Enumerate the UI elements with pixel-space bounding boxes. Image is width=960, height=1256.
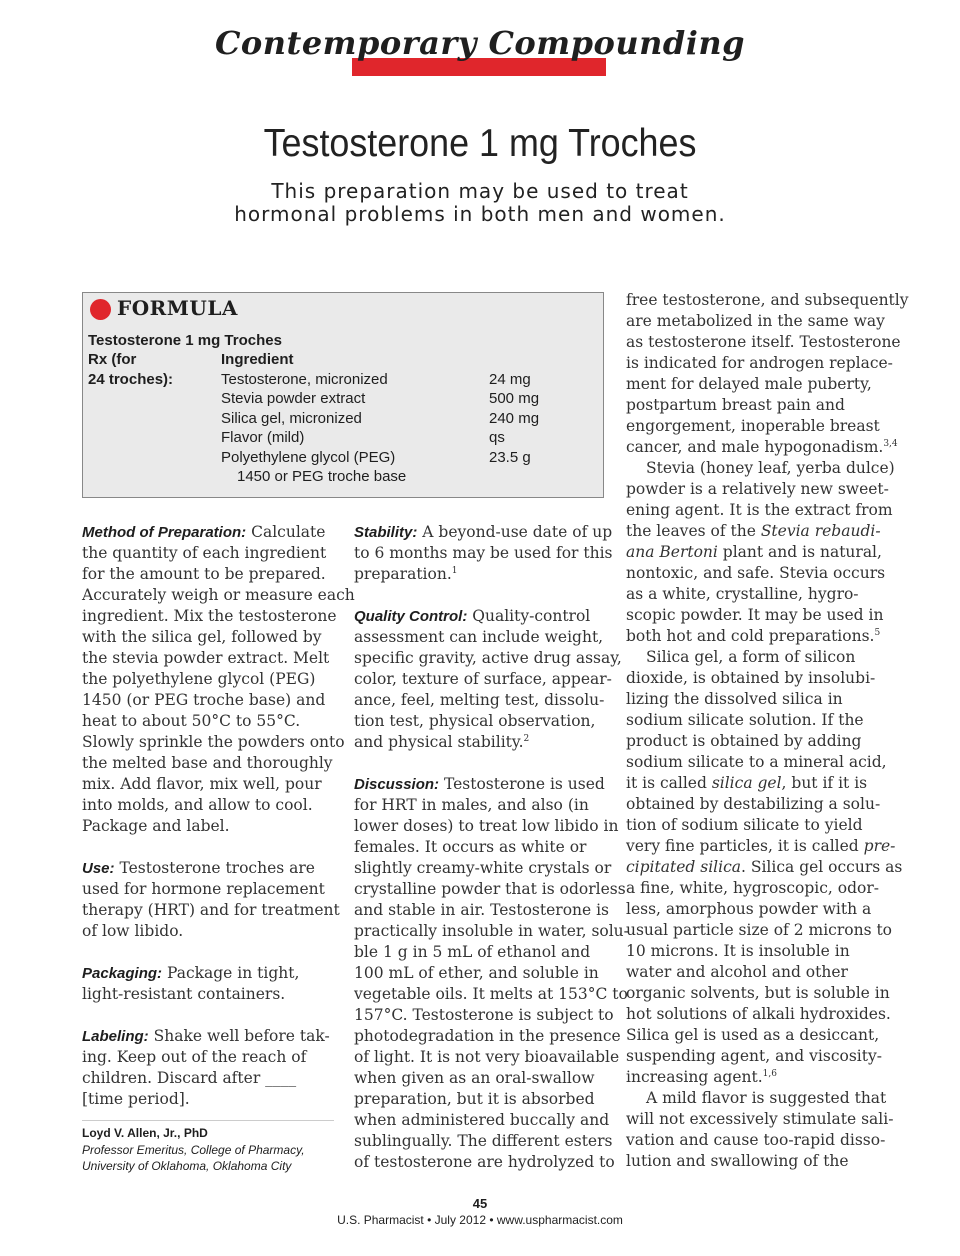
text-line: the stevia powder extract. Melt [82, 649, 330, 667]
text-line: females. It occurs as white or [354, 838, 587, 856]
use-paragraph [82, 858, 342, 942]
text-line [626, 857, 903, 878]
text-line: crystalline powder that is odorless [354, 880, 626, 898]
text-line: slightly creamy-white crystals or [354, 859, 612, 877]
text-line: tion of sodium silicate to yield [626, 816, 863, 834]
text-line: Package and label. [82, 817, 230, 835]
text-line: powder is a relatively new sweet- [626, 480, 889, 498]
text-line: for the amount to be prepared. [82, 565, 326, 583]
text-span: Package in tight, [166, 964, 300, 982]
ingredient-name: Polyethylene glycol (PEG) [221, 449, 396, 466]
text-line: sublingually. The different esters [354, 1132, 613, 1150]
labeling-label: Labeling: [82, 1028, 149, 1045]
text-line: children. Discard after ____ [82, 1069, 297, 1087]
text-line: of low libido. [82, 922, 184, 940]
italic-span: cipitated silica [626, 858, 741, 876]
author-affiliation: University of Oklahoma, Oklahoma City [82, 1159, 292, 1173]
text-span: Shake well before tak- [153, 1027, 330, 1045]
text-line [354, 732, 614, 753]
text-line: mix. Add flavor, mix well, pour [82, 775, 322, 793]
text-span: increasing agent. [626, 1068, 763, 1086]
text-line: 157°C. Testosterone is subject to [354, 1006, 614, 1024]
column-2 [354, 522, 629, 1194]
ingredient-name: Silica gel, micronized [221, 410, 362, 427]
text-line: therapy (HRT) and for treatment [82, 901, 340, 919]
quality-control-label: Quality Control: [354, 608, 468, 625]
text-line: ingredient. Mix the testosterone [82, 607, 337, 625]
text-line: water and alcohol and other [626, 963, 848, 981]
text-line [82, 963, 342, 984]
text-line: ance, feel, melting test, dissolu- [354, 691, 605, 709]
reference-superscript: 5 [874, 627, 881, 638]
column-1 [82, 522, 355, 1131]
text-line: [time period]. [82, 1090, 190, 1108]
italic-span: ana Bertoni [626, 543, 718, 561]
text-line: tion test, physical observation, [354, 712, 596, 730]
text-span: A beyond-use date of up [422, 523, 613, 541]
use-label: Use: [82, 860, 115, 877]
text-line: usual particle size of 2 microns to [626, 921, 893, 939]
text-line: sodium silicate solution. If the [626, 711, 864, 729]
text-line [626, 437, 898, 458]
text-span: preparation. [354, 565, 452, 583]
discussion-label: Discussion: [354, 776, 440, 793]
text-line [82, 522, 342, 543]
page-number: 45 [472, 1196, 488, 1211]
stability-paragraph [354, 522, 614, 585]
text-line: into molds, and allow to cool. [82, 796, 313, 814]
text-line [354, 522, 614, 543]
text-line: the melted base and thoroughly [82, 754, 333, 772]
text-line: suspending agent, and viscosity- [626, 1047, 882, 1065]
text-line: ble 1 g in 5 mL of ethanol and [354, 943, 591, 961]
page-title: Testosterone 1 mg Troches [263, 122, 697, 165]
text-line: assessment can include weight, [354, 628, 604, 646]
packaging-label: Packaging: [82, 965, 163, 982]
page-subtitle [0, 180, 960, 226]
text-span: it is called [626, 774, 712, 792]
text-line: photodegradation in the presence [354, 1027, 621, 1045]
text-line: used for hormone replacement [82, 880, 325, 898]
text-line: scopic powder. It may be used in [626, 606, 884, 624]
text-line [626, 1067, 886, 1088]
text-line [354, 564, 614, 585]
method-paragraph [82, 522, 355, 837]
text-span: both hot and cold preparations. [626, 627, 875, 645]
text-line: less, amorphous powder with a [626, 900, 872, 918]
text-line: sodium silicate to a mineral acid, [626, 753, 887, 771]
para-silica-gel [626, 647, 903, 1088]
ingredient-amount: qs [489, 429, 505, 446]
text-line: free testosterone, and subsequently [626, 291, 909, 309]
text-line [354, 774, 614, 795]
reference-superscript: 2 [523, 733, 530, 744]
text-line: for HRT in males, and also (in [354, 796, 589, 814]
text-span: . Silica gel occurs as [741, 858, 903, 876]
column-3 [626, 290, 909, 1172]
text-line [626, 521, 886, 542]
formula-name: Testosterone 1 mg Troches [88, 332, 282, 349]
text-line [626, 836, 896, 857]
text-line: engorgement, inoperable breast [626, 417, 880, 435]
text-line: is indicated for androgen replace- [626, 354, 893, 372]
text-line: A mild flavor is suggested that [646, 1089, 887, 1107]
labeling-paragraph [82, 1026, 342, 1110]
text-span: Testosterone is used [443, 775, 605, 793]
text-line: as a white, crystalline, hygro- [626, 585, 859, 603]
text-line: heat to about 50°C to 55°C. [82, 712, 301, 730]
text-line [82, 858, 342, 879]
text-line: Silica gel is used as a desiccant, [626, 1026, 880, 1044]
text-line: with the silica gel, followed by [82, 628, 322, 646]
text-line: Silica gel, a form of silicon [646, 648, 856, 666]
text-line: nontoxic, and safe. Stevia occurs [626, 564, 886, 582]
text-line: dioxide, is obtained by insolubi- [626, 669, 876, 687]
text-span: very fine particles, it is called [626, 837, 864, 855]
ingredient-name: Stevia powder extract [221, 390, 366, 407]
ingredient-name: Testosterone, micronized [221, 371, 388, 388]
ingredient-amount: 24 mg [489, 371, 531, 388]
subtitle-line: hormonal problems in both men and women. [234, 202, 726, 226]
text-span: Testosterone troches are [119, 859, 315, 877]
text-line: vegetable oils. It melts at 153°C to [354, 985, 628, 1003]
text-line [82, 1026, 342, 1047]
text-line: organic solvents, but is soluble in [626, 984, 890, 1002]
text-line: specific gravity, active drug assay, [354, 649, 622, 667]
text-line: preparation, but it is absorbed [354, 1090, 595, 1108]
text-line: postpartum breast pain and [626, 396, 845, 414]
text-line: obtained by destabilizing a solu- [626, 795, 881, 813]
text-line: Slowly sprinkle the powders onto [82, 733, 345, 751]
text-line: color, texture of surface, appear- [354, 670, 612, 688]
ingredient-amount: 500 mg [489, 390, 540, 407]
discussion-paragraph [354, 774, 629, 1173]
ingredient-continuation: 1450 or PEG troche base [237, 468, 407, 485]
text-line: hot solutions of alkali hydroxides. [626, 1005, 891, 1023]
italic-span: silica gel [711, 774, 782, 792]
text-span: plant and is natural, [717, 543, 882, 561]
text-line: when administered buccally and [354, 1111, 610, 1129]
text-line: 100 mL of ether, and soluble in [354, 964, 599, 982]
text-span: and physical stability. [354, 733, 524, 751]
text-span: cancer, and male hypogonadism. [626, 438, 884, 456]
text-line [626, 773, 886, 794]
text-line: of testosterone are hydrolyzed to [354, 1153, 615, 1171]
text-line: light-resistant containers. [82, 985, 286, 1003]
text-line: and stable in air. Testosterone is [354, 901, 610, 919]
rx-label: 24 troches): [88, 371, 174, 388]
text-line: ment for delayed male puberty, [626, 375, 872, 393]
italic-span: Stevia rebaudi- [760, 522, 881, 540]
text-line: product is obtained by adding [626, 732, 862, 750]
text-line: to 6 months may be used for this [354, 544, 613, 562]
text-line: Stevia (honey leaf, yerba dulce) [646, 459, 895, 477]
text-line: when given as an oral-swallow [354, 1069, 595, 1087]
text-line: the quantity of each ingredient [82, 544, 327, 562]
para-testosterone-indications [626, 290, 909, 458]
text-line: a fine, white, hygroscopic, odor- [626, 879, 879, 897]
author-divider [82, 1120, 334, 1121]
text-line: practically insoluble in water, solu- [354, 922, 629, 940]
text-line: as testosterone itself. Testosterone [626, 333, 901, 351]
formula-heading: FORMULA [117, 296, 238, 320]
packaging-paragraph [82, 963, 342, 1005]
text-line: of light. It is not very bioavailable [354, 1048, 620, 1066]
text-line: 10 microns. It is insoluble in [626, 942, 850, 960]
ingredient-header: Ingredient [221, 351, 294, 368]
reference-superscript: 1,6 [762, 1068, 777, 1079]
text-line [626, 626, 886, 647]
text-span: Calculate [251, 523, 326, 541]
text-line: the polyethylene glycol (PEG) [82, 670, 316, 688]
quality-control-paragraph [354, 606, 622, 753]
author-name: Loyd V. Allen, Jr., PhD [82, 1126, 208, 1140]
text-line: Accurately weigh or measure each [82, 586, 355, 604]
publication-footer: U.S. Pharmacist • July 2012 • www.uspharmacist.com [337, 1213, 623, 1227]
text-line: lution and swallowing of the [626, 1152, 849, 1170]
text-span: , but if it is [781, 774, 868, 792]
text-line [626, 542, 886, 563]
text-line: ening agent. It is the extract from [626, 501, 893, 519]
stability-label: Stability: [354, 524, 418, 541]
ingredient-amount: 23.5 g [489, 449, 531, 466]
text-line: are metabolized in the same way [626, 312, 885, 330]
text-line: will not excessively stimulate sali- [626, 1110, 894, 1128]
text-line: lower doses) to treat low libido in [354, 817, 619, 835]
ingredient-name: Flavor (mild) [221, 429, 305, 446]
rx-label: Rx (for [88, 351, 137, 368]
reference-superscript: 3,4 [883, 438, 898, 449]
text-span: the leaves of the [626, 522, 761, 540]
italic-span: pre- [863, 837, 896, 855]
author-title: Professor Emeritus, College of Pharmacy, [82, 1143, 305, 1157]
text-line: vation and cause too-rapid disso- [626, 1131, 886, 1149]
ingredient-amount: 240 mg [489, 410, 540, 427]
formula-bullet-icon [90, 299, 111, 320]
method-label: Method of Preparation: [82, 524, 247, 541]
text-line [354, 606, 614, 627]
para-flavor [626, 1088, 894, 1172]
masthead: Contemporary Compounding [214, 24, 746, 62]
subtitle-line: This preparation may be used to treat [271, 179, 689, 203]
text-line: ing. Keep out of the reach of [82, 1048, 307, 1066]
text-line: 1450 (or PEG troche base) and [82, 691, 326, 709]
para-stevia [626, 458, 895, 647]
text-line: lizing the dissolved silica in [626, 690, 843, 708]
reference-superscript: 1 [451, 565, 458, 576]
text-span: Quality-control [472, 607, 591, 625]
